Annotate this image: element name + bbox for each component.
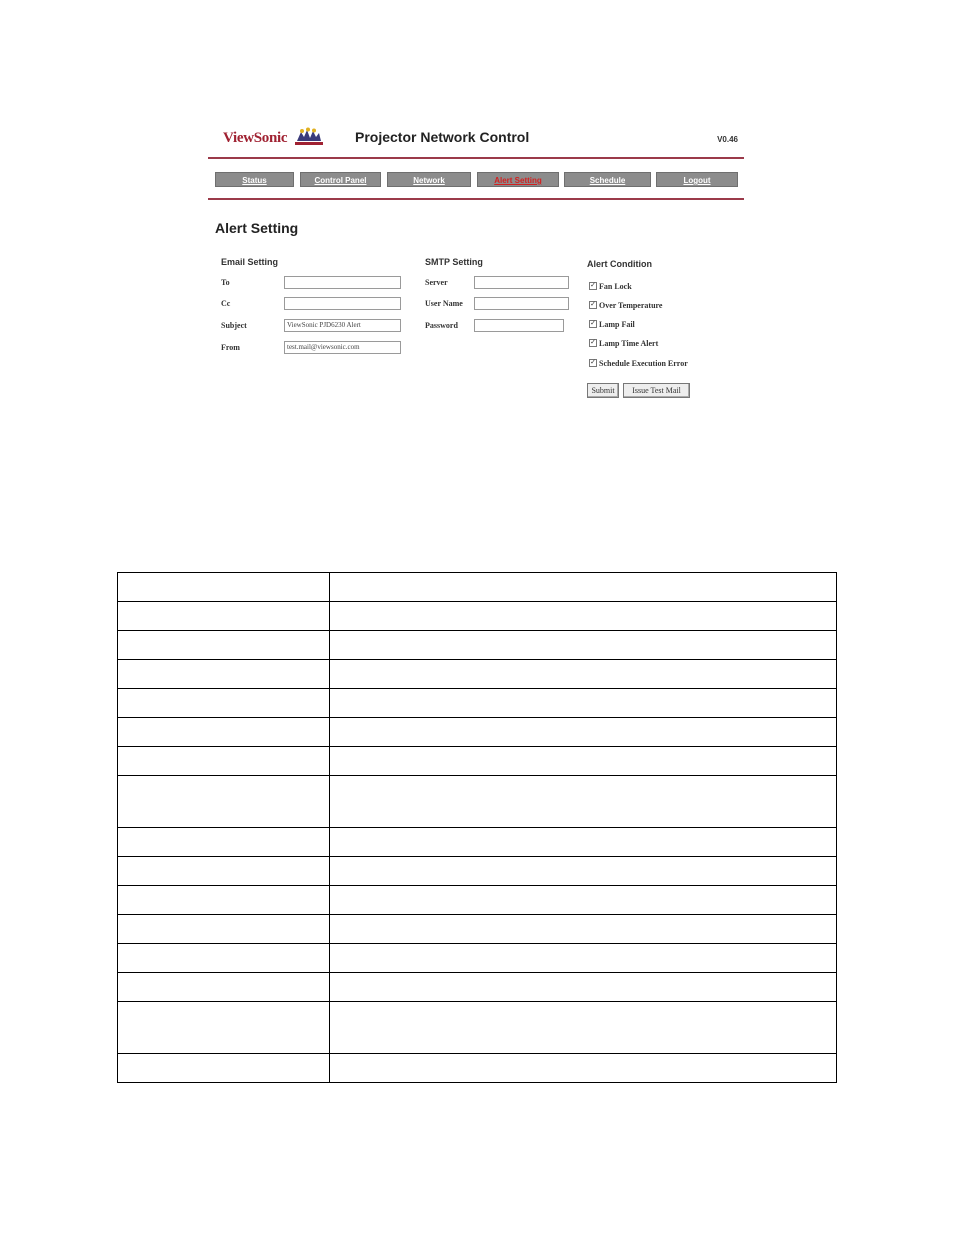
table-cell — [330, 631, 837, 660]
from-input[interactable]: test.mail@viewsonic.com — [284, 341, 401, 354]
table-cell — [118, 718, 330, 747]
checkbox-checked-icon[interactable]: ✓ — [590, 339, 596, 346]
checkbox-checked-icon[interactable]: ✓ — [590, 301, 596, 308]
nav-tab-logout[interactable]: Logout — [656, 172, 738, 187]
table-cell — [118, 747, 330, 776]
page-title: Alert Setting — [215, 220, 299, 236]
table-cell — [118, 944, 330, 973]
from-label: From — [221, 343, 240, 352]
nav-tab-status[interactable]: Status — [215, 172, 294, 187]
table-cell — [118, 602, 330, 631]
table-cell — [118, 973, 330, 1002]
table-row — [118, 718, 837, 747]
to-label: To — [221, 278, 230, 287]
checkbox-label: Over Temperature — [599, 300, 663, 310]
table-row — [118, 915, 837, 944]
cc-label: Cc — [221, 299, 231, 308]
alert-item-schedule-execution-error[interactable] — [589, 358, 688, 368]
alert-item-lamp-time-alert[interactable] — [589, 338, 658, 348]
table-row — [118, 857, 837, 886]
server-label: Server — [425, 278, 448, 287]
table-cell — [330, 886, 837, 915]
table-row — [118, 747, 837, 776]
description-table — [117, 572, 837, 1083]
table-cell — [118, 1002, 330, 1054]
nav-tab-schedule[interactable]: Schedule — [564, 172, 651, 187]
table-cell — [330, 1054, 837, 1083]
username-input[interactable] — [474, 297, 569, 310]
submit-button[interactable]: Submit — [587, 383, 619, 398]
viewsonic-logo: ViewSonic — [223, 130, 288, 146]
password-label: Password — [425, 321, 458, 330]
smtp-setting-heading: SMTP Setting — [425, 257, 483, 267]
alert-item-lamp-fail[interactable] — [589, 319, 635, 329]
checkbox-checked-icon[interactable]: ✓ — [590, 359, 596, 366]
table-cell — [118, 857, 330, 886]
table-cell — [330, 973, 837, 1002]
table-cell — [118, 573, 330, 602]
alert-condition-heading: Alert Condition — [587, 259, 652, 269]
table-cell — [330, 915, 837, 944]
checkbox-label: Fan Lock — [599, 281, 632, 291]
subject-input[interactable]: ViewSonic PJD6230 Alert — [284, 319, 401, 332]
nav-tab-alert-setting[interactable]: Alert Setting — [477, 172, 559, 187]
table-cell — [330, 828, 837, 857]
table-cell — [118, 1054, 330, 1083]
table-cell — [330, 689, 837, 718]
username-label: User Name — [425, 299, 463, 308]
alert-setting-screenshot — [208, 118, 744, 418]
table-row — [118, 886, 837, 915]
table-row — [118, 944, 837, 973]
table-cell — [118, 828, 330, 857]
table-cell — [118, 689, 330, 718]
table-cell — [330, 660, 837, 689]
table-row — [118, 1002, 837, 1054]
table-row — [118, 1054, 837, 1083]
issue-test-mail-button[interactable]: Issue Test Mail — [623, 383, 690, 398]
nav-tab-control-panel[interactable]: Control Panel — [300, 172, 381, 187]
table-row — [118, 828, 837, 857]
server-input[interactable] — [474, 276, 569, 289]
checkbox-checked-icon[interactable]: ✓ — [590, 282, 596, 289]
table-cell — [330, 747, 837, 776]
table-cell — [330, 602, 837, 631]
checkbox-checked-icon[interactable]: ✓ — [590, 320, 596, 327]
table-cell — [330, 1002, 837, 1054]
header-divider — [208, 157, 744, 159]
subject-label: Subject — [221, 321, 247, 330]
table-row — [118, 602, 837, 631]
viewsonic-birds-icon — [295, 127, 323, 147]
table-row — [118, 660, 837, 689]
table-cell — [330, 776, 837, 828]
table-row — [118, 573, 837, 602]
table-row — [118, 776, 837, 828]
nav-tab-network[interactable]: Network — [387, 172, 471, 187]
table-cell — [118, 660, 330, 689]
table-cell — [118, 776, 330, 828]
table-row — [118, 973, 837, 1002]
cc-input[interactable] — [284, 297, 401, 310]
version-label: V0.46 — [717, 135, 738, 144]
alert-item-fan-lock[interactable] — [589, 281, 632, 291]
table-cell — [118, 886, 330, 915]
table-cell — [330, 857, 837, 886]
nav-divider — [208, 198, 744, 200]
password-input[interactable] — [474, 319, 564, 332]
table-cell — [118, 915, 330, 944]
checkbox-label: Lamp Fail — [599, 319, 635, 329]
table-row — [118, 689, 837, 718]
checkbox-label: Lamp Time Alert — [599, 338, 659, 348]
app-title: Projector Network Control — [355, 129, 530, 145]
alert-item-over-temperature[interactable] — [589, 300, 662, 310]
email-setting-heading: Email Setting — [221, 257, 279, 267]
table-cell — [330, 573, 837, 602]
checkbox-label: Schedule Execution Error — [599, 358, 688, 368]
table-cell — [118, 631, 330, 660]
table-cell — [330, 944, 837, 973]
table-row — [118, 631, 837, 660]
to-input[interactable] — [284, 276, 401, 289]
table-cell — [330, 718, 837, 747]
